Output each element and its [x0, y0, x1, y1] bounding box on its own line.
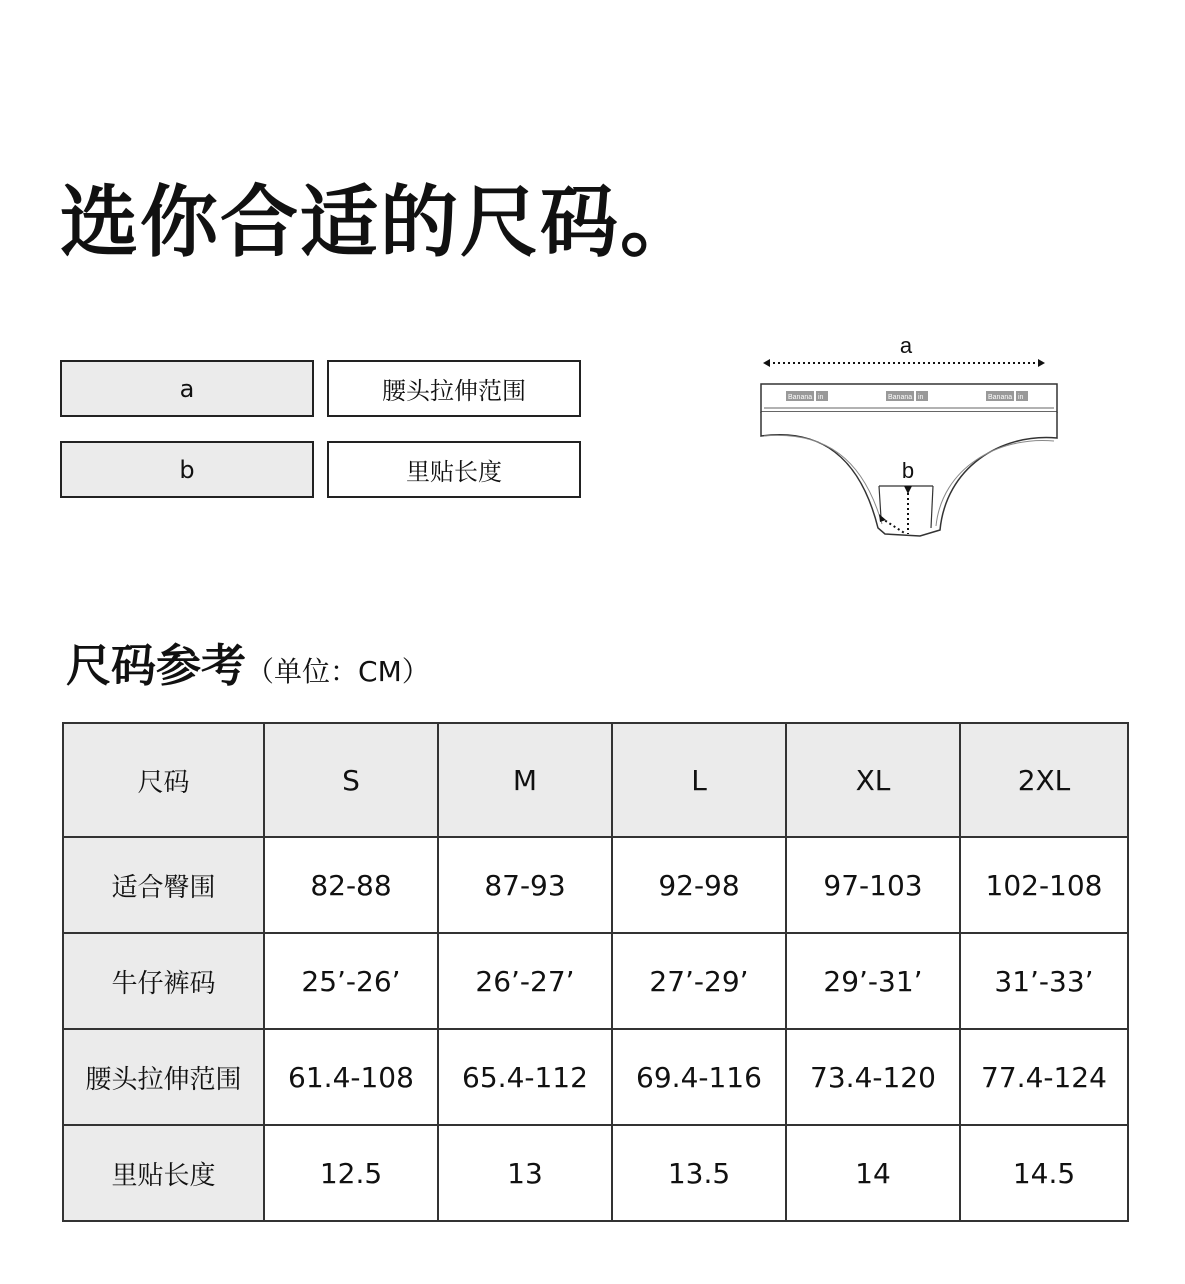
table-row [63, 1125, 1128, 1221]
section-title-unit: （单位：CM） [246, 655, 430, 688]
header-cell-xl: XL [786, 723, 960, 837]
header-cell-s: S [264, 723, 438, 837]
header-cell-m: M [438, 723, 612, 837]
svg-text:Banana: Banana [788, 394, 813, 401]
svg-text:Banana: Banana [888, 394, 913, 401]
table-cell: 13 [438, 1125, 612, 1221]
page-title: 选你合适的尺码。 [60, 178, 701, 268]
legend-key-a: a [60, 360, 314, 417]
table-row [63, 1029, 1128, 1125]
table-cell: 61.4-108 [264, 1029, 438, 1125]
table-cell: 73.4-120 [786, 1029, 960, 1125]
table-cell: 14 [786, 1125, 960, 1221]
table-cell: 27’-29’ [612, 933, 786, 1029]
header-cell-2xl: 2XL [960, 723, 1128, 837]
table-cell: 92-98 [612, 837, 786, 933]
section-title [66, 636, 430, 703]
size-table [62, 722, 1129, 1222]
legend-label-b: 里贴长度 [327, 441, 581, 498]
svg-text:in: in [1018, 394, 1024, 401]
table-row [63, 933, 1128, 1029]
waistband-logos [786, 391, 1028, 401]
table-cell: 26’-27’ [438, 933, 612, 1029]
svg-text:in: in [818, 394, 824, 401]
table-header-row [63, 723, 1128, 837]
table-cell: 31’-33’ [960, 933, 1128, 1029]
diagram-label-a: a [899, 333, 913, 358]
table-cell: 65.4-112 [438, 1029, 612, 1125]
svg-text:Banana: Banana [988, 394, 1013, 401]
row-label: 适合臀围 [63, 837, 264, 933]
briefs-diagram [750, 328, 1070, 548]
arrow-right-icon [1038, 359, 1045, 367]
table-cell: 87-93 [438, 837, 612, 933]
table-cell: 77.4-124 [960, 1029, 1128, 1125]
table-cell: 69.4-116 [612, 1029, 786, 1125]
row-label: 牛仔裤码 [63, 933, 264, 1029]
legend-row-a [60, 360, 581, 417]
legend-label-a: 腰头拉伸范围 [327, 360, 581, 417]
legend-key-b: b [60, 441, 314, 498]
diagram-label-b: b [901, 458, 915, 483]
table-cell: 12.5 [264, 1125, 438, 1221]
section-title-main: 尺码参考 [66, 639, 247, 692]
arrow-left-icon [763, 359, 770, 367]
header-cell-l: L [612, 723, 786, 837]
table-row [63, 837, 1128, 933]
table-cell: 13.5 [612, 1125, 786, 1221]
table-cell: 29’-31’ [786, 933, 960, 1029]
table-cell: 97-103 [786, 837, 960, 933]
table-cell: 82-88 [264, 837, 438, 933]
header-cell-size: 尺码 [63, 723, 264, 837]
table-cell: 25’-26’ [264, 933, 438, 1029]
legend-row-b [60, 441, 581, 498]
row-label: 里贴长度 [63, 1125, 264, 1221]
table-cell: 102-108 [960, 837, 1128, 933]
svg-text:in: in [918, 394, 924, 401]
table-cell: 14.5 [960, 1125, 1128, 1221]
row-label: 腰头拉伸范围 [63, 1029, 264, 1125]
